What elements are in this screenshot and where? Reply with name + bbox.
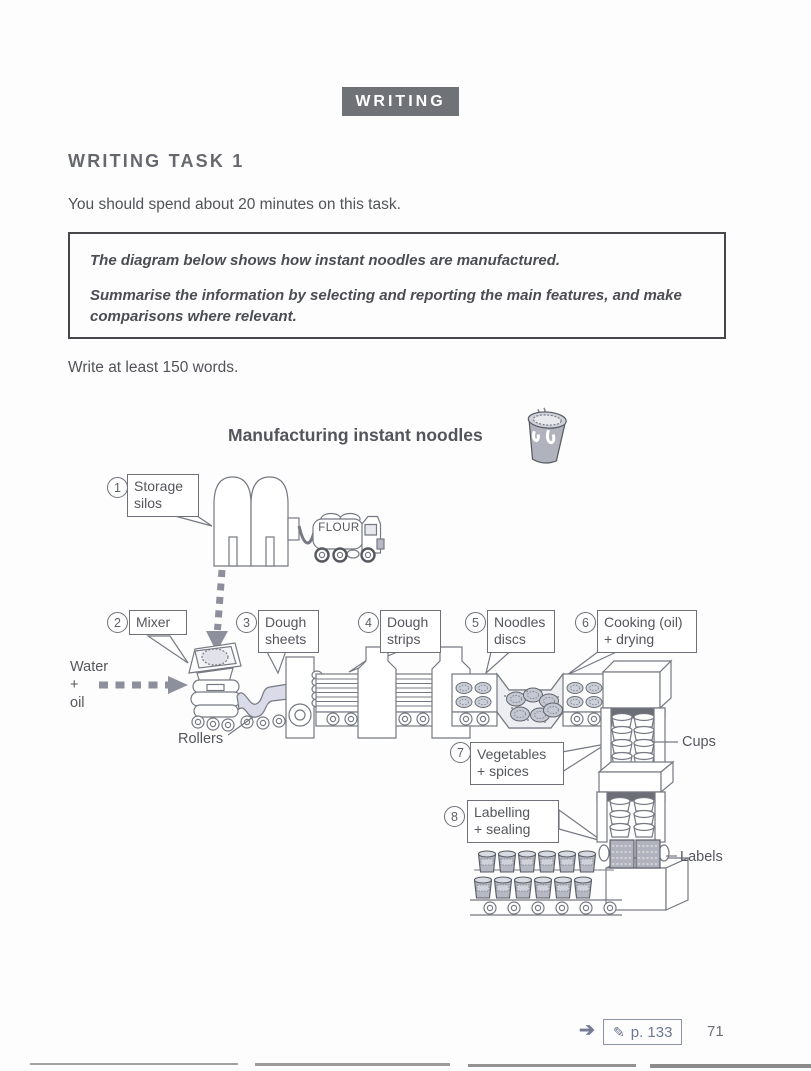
step-label-line: Vegetables [477,746,547,762]
step-label-mixer [129,610,187,635]
finished-cups [470,851,622,915]
scan-artifact [468,1064,636,1067]
step-label-line: Labelling [474,804,531,820]
scan-artifact [255,1063,450,1066]
support-1 [358,647,396,738]
page-number: 71 [707,1023,724,1040]
tail-step8 [559,810,602,841]
mixer-machine [189,643,241,731]
step-label-vegetables-spices [470,742,564,785]
diagram-title: Manufacturing instant noodles [228,425,483,445]
time-instruction: You should spend about 20 minutes on this task. [68,196,401,213]
step-label-line: sheets [265,631,307,648]
step-label-line: Dough [265,614,307,630]
water-oil-note [70,658,108,712]
step-label-line: silos [134,495,163,512]
cooking-section [452,674,612,728]
section-banner [342,87,459,116]
step-label-line: + drying [604,631,655,648]
step-label-line: + spices [477,763,529,780]
step-label-storage-silos [127,474,199,517]
step-label-line: Storage [134,478,184,494]
step-label-line: Noodles [494,614,546,630]
step-label-cooking-drying [597,610,697,653]
step-label-dough-strips [380,610,441,653]
prompt-line-1: The diagram below shows how instant noodles are manufactured. [90,252,561,269]
step-label-line: Dough [387,614,429,630]
step-number-6: 6 [575,612,596,633]
page-ref-text: p. 133 [630,1023,673,1041]
task-title: WRITING TASK 1 [68,151,245,171]
cups-dispenser [601,661,678,772]
footer-arrow-icon: ➔ [579,1020,595,1041]
water-oil-line: oil [70,695,85,712]
step-label-line: strips [387,631,421,648]
step-number-8: 8 [444,806,465,827]
tail-step2 [148,636,188,663]
water-oil-line: Water [70,659,109,675]
scan-artifact [30,1063,238,1065]
process-diagram [0,400,811,960]
step-label-line: discs [494,631,526,648]
step-number-5: 5 [465,612,486,633]
step-label-line: Mixer [136,614,171,630]
step-label-line: + sealing [474,821,531,838]
labelling-machine [597,762,673,842]
step-number-3: 3 [236,612,257,633]
section-banner-label: WRITING [355,92,446,110]
rollers-note: Rollers [178,731,224,747]
word-count-instruction: Write at least 150 words. [68,359,239,376]
step-number-7: 7 [450,742,471,763]
prompt-line-2: Summarise the information by selecting and reporting the main features, and make comparisons where relevant. [90,287,682,325]
cups-note: Cups [682,734,716,750]
answer-page-reference [603,1019,682,1045]
water-oil-arrow [99,676,188,694]
step-number-1: 1 [107,477,128,498]
pencil-icon: ✎ [613,1023,625,1040]
flow-arrow-down [206,570,228,652]
step-label-labelling-sealing [467,800,559,843]
scan-artifact [650,1064,811,1068]
noodle-cup-icon [525,407,567,465]
tail-step7 [562,744,606,772]
labels-note: Labels [680,849,723,865]
prompt-box [68,232,726,339]
flour-truck-label: FLOUR [318,522,360,534]
flour-truck [299,514,384,562]
step-number-2: 2 [107,612,128,633]
step-label-noodles-discs [487,610,555,653]
step-label-line: Cooking (oil) [604,614,683,630]
water-oil-line: + [70,677,79,694]
step-number-4: 4 [358,612,379,633]
step-label-dough-sheets [258,610,319,653]
storage-silos [214,477,299,566]
